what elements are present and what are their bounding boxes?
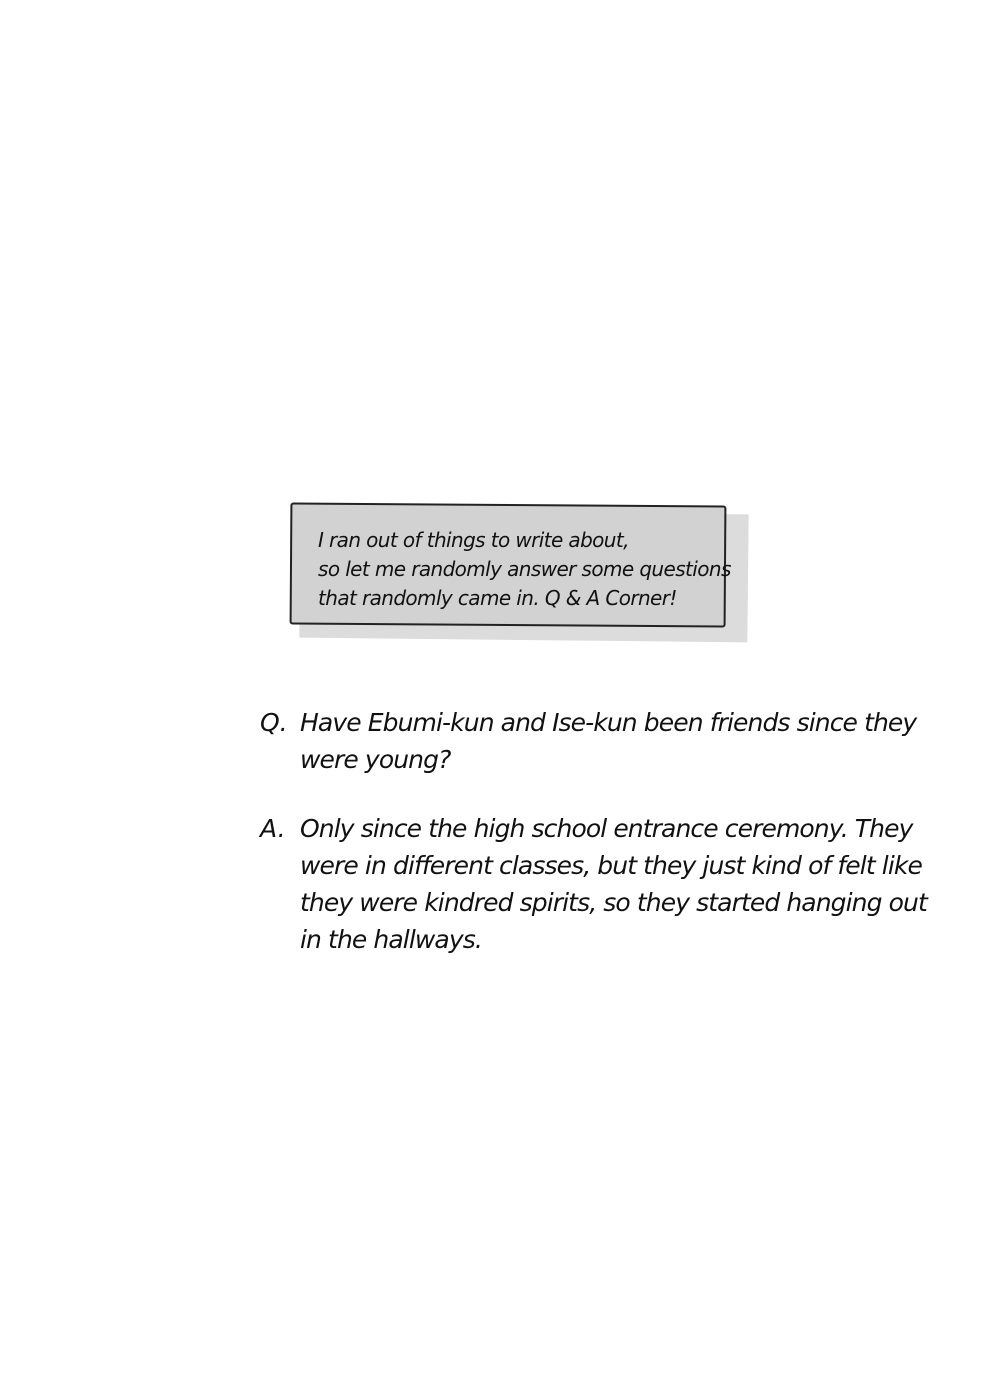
question-line: Have Ebumi-kun and Ise-kun been friends since they xyxy=(300,708,917,737)
question-line: were young? xyxy=(300,745,451,774)
answer-line: were in different classes, but they just kind of felt like xyxy=(300,851,922,880)
answer-line: they were kindred spirits, so they started hanging out xyxy=(300,888,927,917)
note-line: I ran out of things to write about, xyxy=(318,528,629,552)
answer-label: A. xyxy=(260,814,286,843)
answer-line: in the hallways. xyxy=(300,925,482,954)
question-label: Q. xyxy=(260,708,288,737)
note-line: that randomly came in. Q & A Corner! xyxy=(318,586,677,610)
answer-line: Only since the high school entrance ceremony. They xyxy=(300,814,913,843)
note-line: so let me randomly answer some questions xyxy=(318,557,731,581)
